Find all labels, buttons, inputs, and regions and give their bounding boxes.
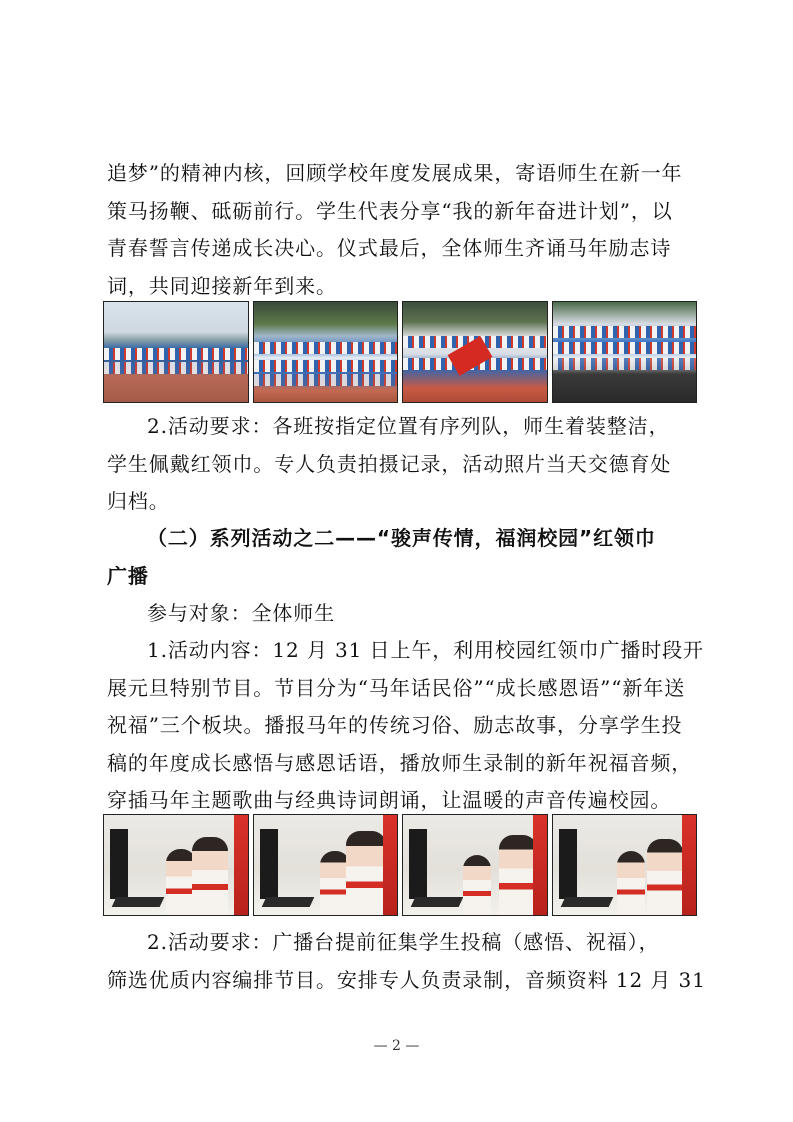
- text-line: 参与对象：全体师生: [147, 601, 336, 625]
- photo-ceremony-4: [552, 301, 698, 403]
- text-line: 学生佩戴红领巾。专人负责拍摄记录，活动照片当天交德育处: [107, 451, 672, 476]
- text-line: 穿插马年主题歌曲与经典诗词朗诵，让温暖的声音传遍校园。: [107, 788, 672, 812]
- photo-ceremony-2: [253, 301, 399, 403]
- photo-row-broadcast: [103, 814, 697, 916]
- section-heading: [107, 520, 697, 595]
- text-line: 2.活动要求：广播台提前征集学生投稿（感悟、祝福），: [147, 930, 660, 954]
- text-line: 追梦”的精神内核，回顾学校年度发展成果，寄语师生在新一年: [107, 161, 683, 185]
- heading-line: （二）系列活动之二——“骏声传情，福润校园”红领巾: [147, 526, 656, 550]
- photo-broadcast-2: [253, 814, 399, 916]
- text-line: 2.活动要求：各班按指定位置有序列队，师生着装整洁，: [147, 414, 670, 438]
- text-line: 筛选优质内容编排节目。安排专人负责录制，音频资料 12 月 31: [107, 967, 706, 992]
- photo-broadcast-1: [103, 814, 249, 916]
- text-line: 稿的年度成长感悟与感恩话语，播放师生录制的新年祝福音频，: [107, 750, 693, 775]
- paragraph-ceremony-requirements: [107, 408, 697, 521]
- text-line: 词，共同迎接新年到来。: [107, 273, 337, 298]
- heading-line: 广播: [107, 563, 149, 588]
- text-line: 1.活动内容：12 月 31 日上午，利用校园红领巾广播时段开: [147, 638, 704, 662]
- paragraph-broadcast-content: [107, 632, 704, 820]
- photo-broadcast-3: [402, 814, 548, 916]
- participants-line: [107, 595, 697, 633]
- photo-ceremony-3: [402, 301, 548, 403]
- text-line: 策马扬鞭、砥砺前行。学生代表分享“我的新年奋进计划”，以: [107, 198, 673, 223]
- photo-ceremony-1: [103, 301, 249, 403]
- paragraph-ceremony-summary: [107, 155, 697, 305]
- text-line: 展元旦特别节目。节目分为“马年话民俗”“成长感恩语”“新年送: [107, 675, 686, 700]
- paragraph-broadcast-requirements: [107, 924, 706, 999]
- text-line: 祝福”三个板块。播报马年的传统习俗、励志故事，分享学生投: [107, 713, 683, 737]
- text-line: 青春誓言传递成长决心。仪式最后，全体师生齐诵马年励志诗: [107, 236, 672, 260]
- photo-row-ceremony: [103, 301, 697, 403]
- photo-broadcast-4: [552, 814, 698, 916]
- page-number: — 2 —: [373, 1038, 420, 1054]
- text-line: 归档。: [107, 489, 170, 513]
